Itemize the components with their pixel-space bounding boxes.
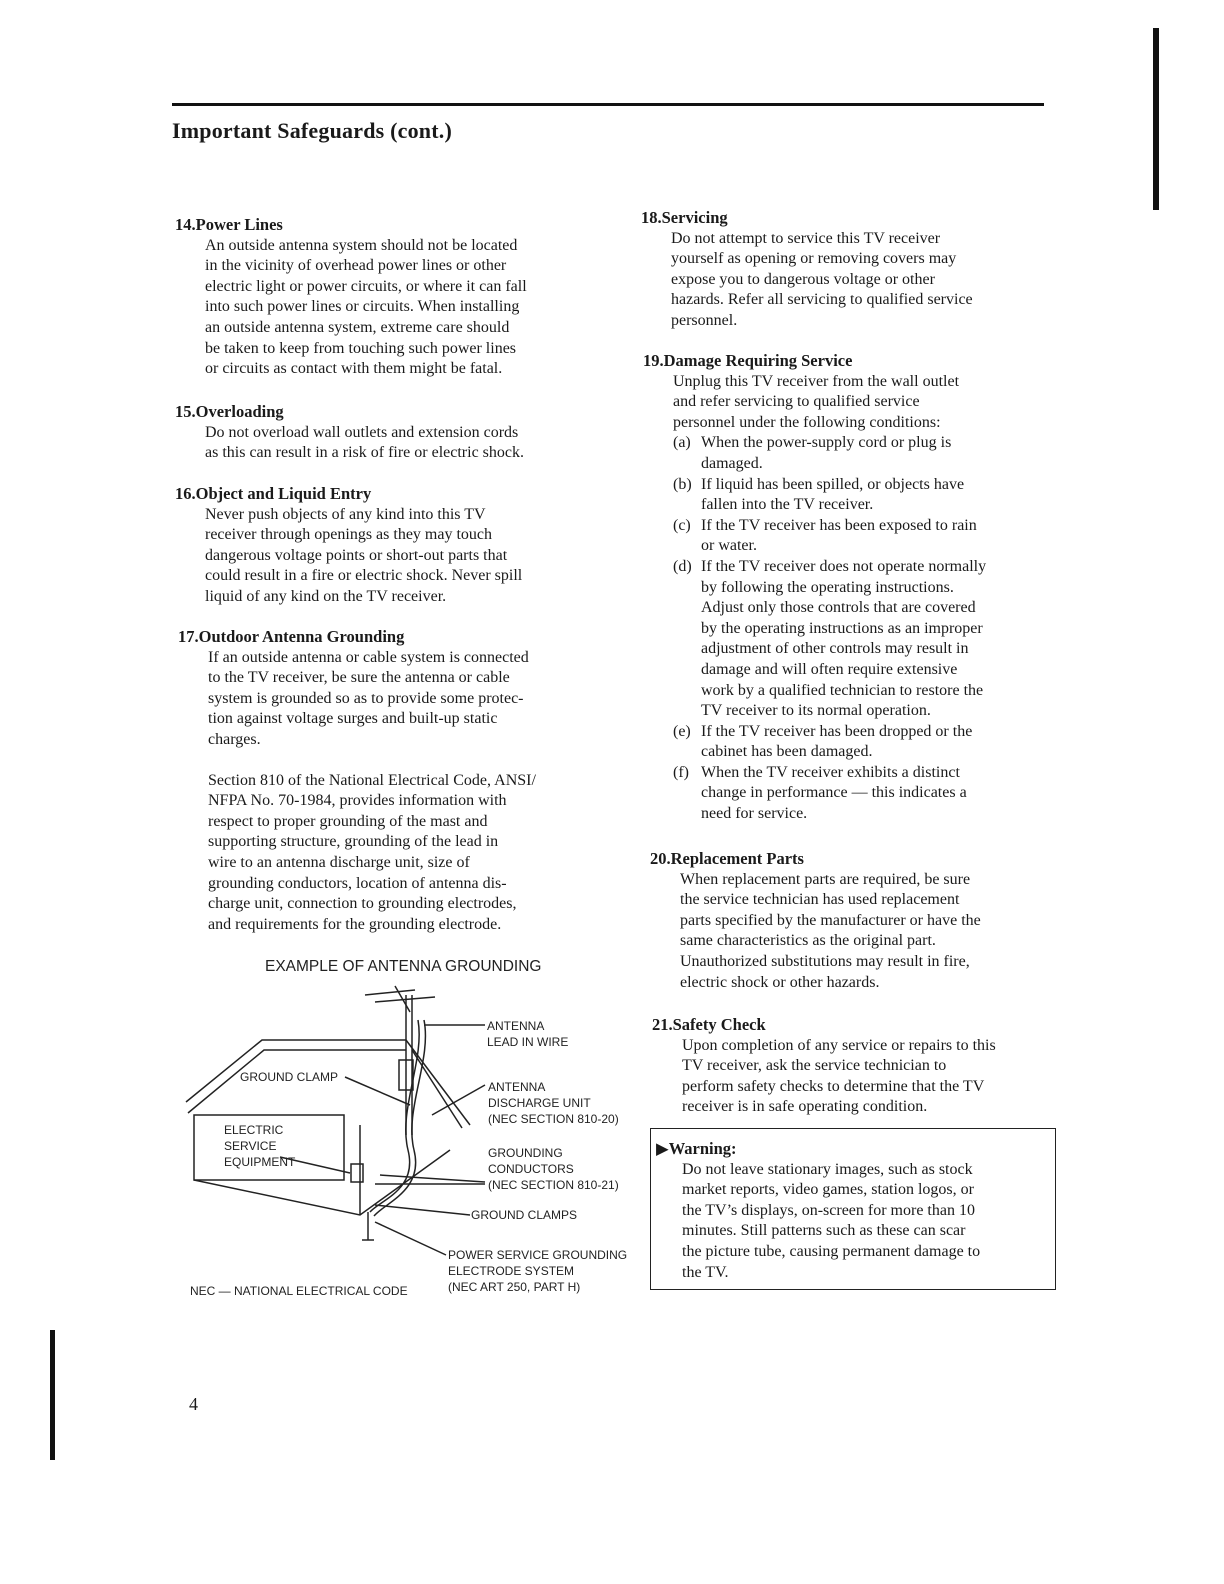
section-body: Do not attempt to service this TV receiver yourself as opening or removing covers may expose you to dangerous voltage or other hazards. Refer all servicing to qualified service personnel. xyxy=(671,229,973,329)
section-heading: 17.Outdoor Antenna Grounding xyxy=(178,627,405,646)
top-rule xyxy=(172,103,1044,106)
section-outdoor-antenna-grounding xyxy=(178,627,618,935)
section-body: Do not overload wall outlets and extension cords as this can result in a risk of fire or electric shock. xyxy=(205,423,524,462)
label-electric-service: ELECTRIC SERVICE EQUIPMENT xyxy=(224,1123,296,1169)
section-servicing xyxy=(641,208,1061,332)
section-body: Upon completion of any service or repairs to this TV receiver, ask the service technician to perform safety checks to determine that the TV receiver is in safe operating condition. xyxy=(682,1036,996,1116)
label-grounding-conductors: GROUNDING CONDUCTORS (NEC SECTION 810-21) xyxy=(488,1146,619,1192)
section-replacement-parts xyxy=(650,849,1070,993)
section-heading: 19.Damage Requiring Service xyxy=(643,351,853,370)
page-number: 4 xyxy=(189,1394,198,1414)
section-heading: 18.Servicing xyxy=(641,208,728,227)
antenna-grounding-diagram xyxy=(180,950,650,1310)
section-overloading xyxy=(175,402,615,464)
section-heading: 14.Power Lines xyxy=(175,215,283,234)
section-body: If an outside antenna or cable system is connected to the TV receiver, be sure the antenna or cable system is grounded so as to provide some protec- tion against voltage surges and built-up static charges. Section 810 of the National Electrical Code, ANSI/ NFPA No. 70-1984, provides information with respect to proper grounding of the mast and supporting structure, grounding of the lead in wire to an antenna discharge unit, size of grounding conductors, location of antenna dis- charge unit, connection to grounding electrodes, and requirements for the grounding electrode. xyxy=(208,648,536,933)
list-item: (f) When the TV receiver exhibits a distinct change in performance — this indicates a need for service. xyxy=(673,763,967,823)
list-item: (c) If the TV receiver has been exposed to rain or water. xyxy=(673,516,977,555)
warning-box xyxy=(650,1128,1056,1290)
label-antenna-lead: ANTENNA LEAD IN WIRE xyxy=(487,1019,569,1049)
list-item: (a) When the power-supply cord or plug is damaged. xyxy=(673,434,952,472)
section-power-lines xyxy=(175,215,615,380)
list-item: (e) If the TV receiver has been dropped or the cabinet has been damaged. xyxy=(673,722,973,761)
warning-title: ▶Warning: xyxy=(656,1139,737,1158)
warning-body: Do not leave stationary images, such as stock market reports, video games, station logos, or the TV’s displays, on-screen for more than 10 minutes. Still patterns such as these can scar the picture tube, causing permanent damage to the TV. xyxy=(682,1160,981,1281)
list-item: (b) If liquid has been spilled, or objects have fallen into the TV receiver. xyxy=(673,475,965,514)
section-safety-check xyxy=(652,1015,1072,1118)
label-ground-clamps: GROUND CLAMPS xyxy=(471,1208,578,1222)
left-edge-bar xyxy=(50,1330,55,1460)
list-item: (d) If the TV receiver does not operate normally by following the operating instructions. Adjust only those controls that are covered by the operating instructions as an improper adjustment of other controls may result in damage and will often require extensive work by a qualified technician to restore the TV receiver to its normal operation. xyxy=(673,557,987,720)
diagram-caption: EXAMPLE OF ANTENNA GROUNDING xyxy=(265,958,542,975)
section-object-liquid-entry xyxy=(175,484,615,608)
label-ground-clamp: GROUND CLAMP xyxy=(240,1070,339,1084)
section-damage-requiring-service xyxy=(643,351,1063,825)
label-power-service: POWER SERVICE GROUNDING ELECTRODE SYSTEM (NEC ART 250, PART H) xyxy=(448,1248,628,1294)
label-discharge-unit: ANTENNA DISCHARGE UNIT (NEC SECTION 810-20) xyxy=(488,1080,619,1126)
right-edge-bar xyxy=(1153,28,1159,210)
page-title: Important Safeguards (cont.) xyxy=(172,118,452,143)
section-heading: 16.Object and Liquid Entry xyxy=(175,484,372,503)
section-body: Unplug this TV receiver from the wall outlet and refer servicing to qualified service personnel under the following conditions: (a) When the power-supply cord or plug is damaged. (b) If liquid has been spilled, or objects have fallen into the TV receiver. (c) If the TV receiver has been exposed to rain or water. (d) If the TV receiver does not operate normally by following the operating instructions. Adjust only those controls that are covered by the operating instructions as an improper adjustment of other controls may result in damage and will often require extensive work by a qualified technician to restore the TV receiver to its normal operation. (e) If the TV receiver has been dropped or the cabinet has been damaged. (f) When the TV receiver exhibits a distinct change in performance — this indicates a need for service. xyxy=(643,372,1063,825)
section-body: When replacement parts are required, be sure the service technician has used replacement parts specified by the manufacturer or have the same characteristics as the original part. Unauthorized substitutions may result in fire, electric shock or other hazards. xyxy=(680,870,981,991)
section-heading: 20.Replacement Parts xyxy=(650,849,804,868)
section-body: Never push objects of any kind into this TV receiver through openings as they may touch dangerous voltage points or short-out parts that could result in a fire or electric shock. Never spill liquid of any kind on the TV receiver. xyxy=(205,505,523,605)
section-body: An outside antenna system should not be located in the vicinity of overhead power lines or other electric light or power circuits, or where it can fall into such power lines or circuits. When installing an outside antenna system, extreme care should be taken to keep from touching such power lines or circuits as contact with them might be fatal. xyxy=(205,236,527,378)
nec-footnote: NEC — NATIONAL ELECTRICAL CODE xyxy=(190,1284,408,1298)
section-heading: 15.Overloading xyxy=(175,402,284,421)
section-heading: 21.Safety Check xyxy=(652,1015,766,1034)
